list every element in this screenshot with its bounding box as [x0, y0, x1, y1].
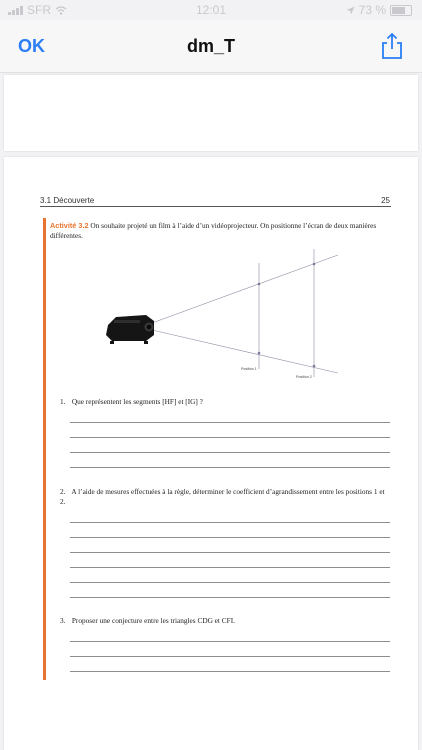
battery-percent: 73 % — [358, 3, 386, 17]
section-title: 3.1 Découverte — [40, 196, 95, 205]
navigation-bar — [0, 20, 422, 73]
answer-line[interactable] — [70, 552, 390, 553]
answer-line[interactable] — [70, 582, 390, 583]
question-number: 1. — [60, 397, 66, 406]
answer-line[interactable] — [70, 597, 390, 598]
question-text: Que représentent les segments [HF] et [IG] ? — [71, 397, 203, 406]
page-number: 25 — [381, 196, 390, 205]
question-1 — [60, 397, 390, 407]
carrier-name: SFR — [27, 3, 51, 17]
question-text: Proposer une conjecture entre les triangles CDG et CFI. — [71, 616, 235, 625]
answer-line[interactable] — [70, 452, 390, 453]
activity-statement — [50, 221, 391, 241]
document-title: dm_T — [186, 36, 235, 56]
ok-button[interactable]: OK — [18, 36, 45, 56]
point-i — [313, 263, 316, 266]
answer-line[interactable] — [70, 522, 390, 523]
answer-line[interactable] — [70, 422, 390, 423]
battery-icon — [390, 5, 412, 16]
point-h — [258, 283, 261, 286]
answer-line[interactable] — [70, 671, 390, 672]
header-divider — [40, 206, 391, 207]
answer-line[interactable] — [70, 467, 390, 468]
status-bar — [0, 0, 422, 20]
activity-label: Activité 3.2 — [50, 221, 89, 230]
answer-line[interactable] — [70, 437, 390, 438]
position-2-label: Position 2 — [296, 375, 312, 379]
position-1-label: Position 1 — [241, 367, 257, 371]
projector-icon — [106, 315, 154, 344]
activity-accent-bar — [43, 218, 46, 680]
projector-diagram — [100, 245, 345, 385]
point-g — [313, 365, 316, 368]
status-right — [346, 3, 412, 17]
location-icon — [346, 6, 355, 15]
question-2 — [60, 487, 390, 507]
question-number: 3. — [60, 616, 66, 625]
answer-line[interactable] — [70, 656, 390, 657]
clock: 12:01 — [195, 3, 227, 17]
question-text: A l’aide de mesures effectuées à la règle, déterminer le coefficient d’agrandissement entre les positions 1 et 2. — [60, 487, 385, 506]
question-number: 2. — [60, 487, 66, 496]
share-icon[interactable] — [380, 32, 404, 60]
activity-text: On souhaite projeté un film à l’aide d’un vidéoprojecteur. On positionne l’écran de deux manières différentes. — [50, 221, 377, 240]
answer-line[interactable] — [70, 537, 390, 538]
question-3 — [60, 616, 390, 626]
upper-ray — [152, 255, 338, 323]
point-f — [258, 352, 261, 355]
answer-line[interactable] — [70, 641, 390, 642]
previous-page — [4, 75, 418, 151]
answer-line[interactable] — [70, 567, 390, 568]
